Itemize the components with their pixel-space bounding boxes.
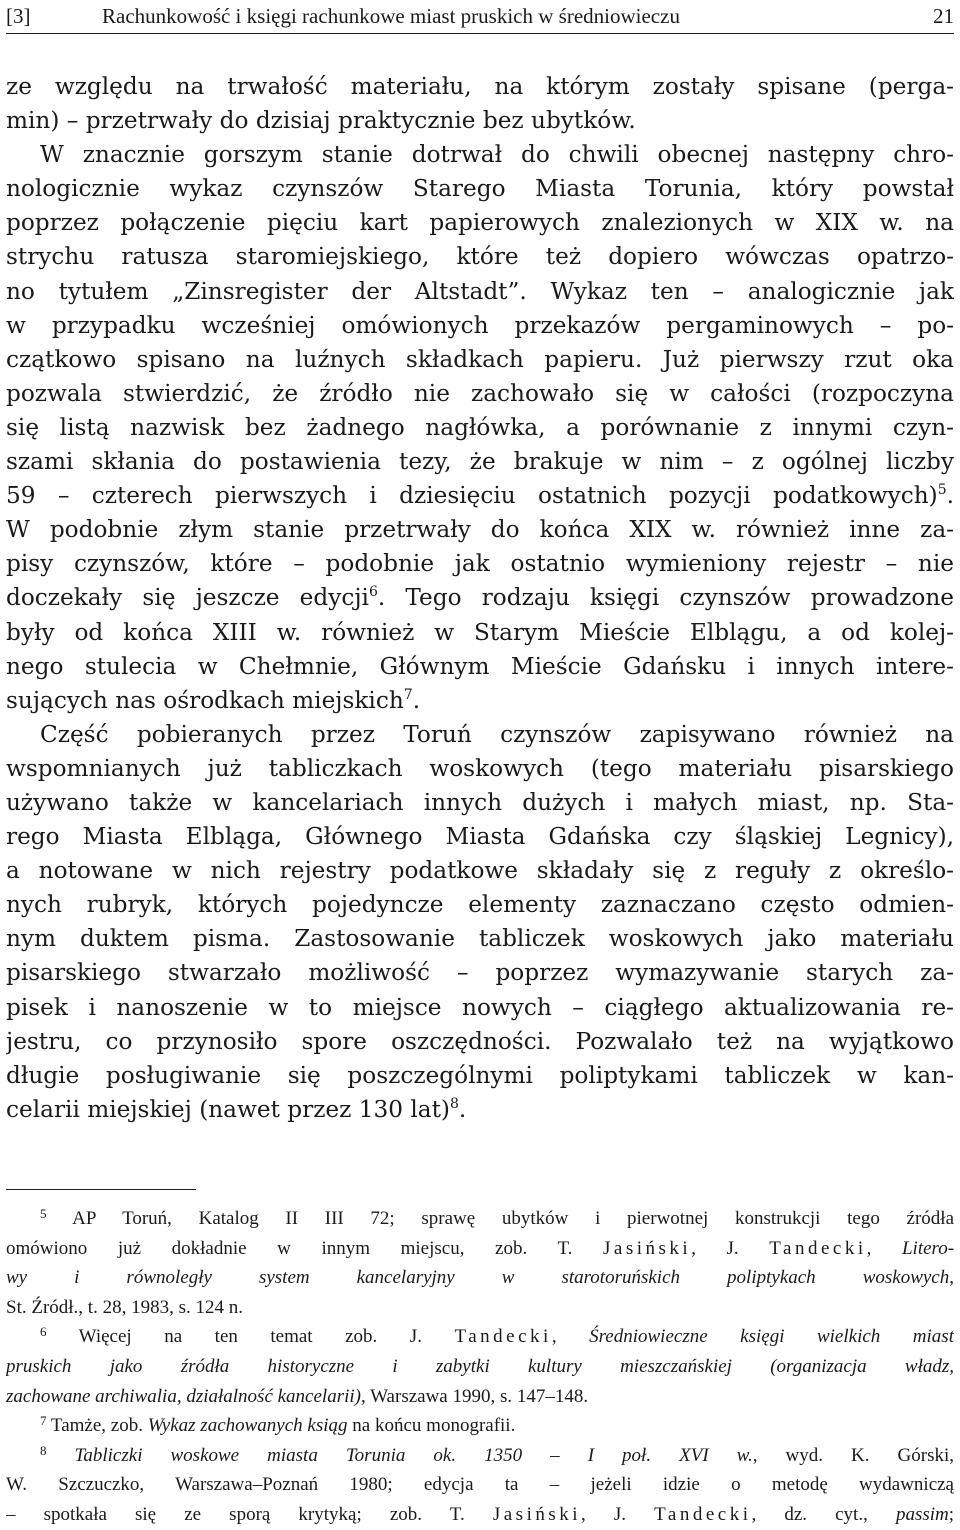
footnote-6 bbox=[6, 1322, 954, 1352]
line-text: 59 – czterech pierwszych i dziesięciu ostatnich pozycji podatkowych) bbox=[6, 482, 938, 510]
line-text: celarii miejskiej (nawet przez 130 lat) bbox=[6, 1095, 450, 1123]
footnote-text: Tamże, zob. bbox=[50, 1415, 143, 1437]
text-line: używano także w kancelariach innych dużych i małych miast, np. Sta- bbox=[6, 788, 954, 816]
text-line: nym duktem pisma. Zastosowanie tabliczek woskowych jako materiału bbox=[6, 925, 954, 953]
footnote-ref[interactable]: 6 bbox=[368, 584, 378, 601]
footnote-number: 8 bbox=[40, 1442, 47, 1458]
text-line: ze względu na trwałość materiału, na którym zostały spisane (perga- bbox=[6, 73, 954, 100]
footnote-8 bbox=[6, 1441, 954, 1471]
body-text bbox=[6, 70, 954, 1127]
footnote-text: , dz. cyt., bbox=[751, 1503, 868, 1525]
footnote-line bbox=[6, 1234, 954, 1264]
running-title: Rachunkowość i księgi rachunkowe miast pruskich w średniowieczu bbox=[102, 4, 680, 28]
text-line: poprzez połączenie pięciu kart papierowych znalezionych w XIX w. na bbox=[6, 209, 954, 237]
footnote-text: , J. bbox=[581, 1503, 627, 1525]
text-line: pisek i nanoszenie w to miejsce nowych – ciągłego aktualizowania re- bbox=[6, 993, 954, 1021]
work-title: Tabliczki woskowe miasta Torunia ok. 1350 – I poł. XVI w. bbox=[74, 1444, 753, 1466]
footnote-ref[interactable]: 5 bbox=[937, 482, 947, 499]
footnote-text: , bbox=[949, 1267, 954, 1289]
footnote-number: 7 bbox=[40, 1413, 47, 1429]
footnote-text: ; bbox=[948, 1503, 954, 1525]
text-line: Część pobieranych przez Toruń czynszów zapisywano również na bbox=[40, 720, 954, 748]
footnote-line bbox=[6, 1352, 954, 1382]
work-title: Wykaz zachowanych ksiąg bbox=[147, 1415, 348, 1437]
text-line: no tytułem „Zinsregister der Altstadt”. Wykaz ten – analogicznie jak bbox=[6, 277, 954, 305]
text-line: pisarskiego stwarzało możliwość – poprzez wymazywanie starych za- bbox=[6, 959, 954, 987]
text-line: strychu ratusza staromiejskiego, które też dopiero wówczas opatrzo- bbox=[6, 243, 954, 271]
work-title: wy i równoległy system kancelaryjny w starotoruńskich poliptykach woskowych bbox=[6, 1267, 950, 1289]
text-line: były od końca XIII w. również w Starym Mieście Elblągu, a od kolej- bbox=[6, 618, 954, 646]
footnote-text: , J. bbox=[691, 1237, 739, 1259]
footnote-text: Więcej na ten temat zob. J. bbox=[78, 1326, 422, 1348]
footnote-text: – spotkała się ze sporą krytyką; zob. T. bbox=[6, 1503, 465, 1525]
footnote-ref[interactable]: 7 bbox=[403, 686, 413, 703]
line-text: doczekały się jeszcze edycji bbox=[6, 584, 369, 612]
text-line: czątkowo spisano na luźnych składkach papieru. Już pierwszy rzut oka bbox=[6, 345, 954, 373]
footnote-line bbox=[6, 1382, 954, 1412]
paragraph bbox=[6, 70, 954, 718]
footnote-text: , bbox=[866, 1237, 872, 1259]
footnote-line bbox=[6, 1500, 954, 1530]
text-line: a notowane w nich rejestry podatkowe składały się z reguły z określo- bbox=[6, 857, 954, 885]
footnote-text: , wyd. K. Górski, bbox=[752, 1444, 954, 1466]
author-name: Tandecki bbox=[769, 1237, 867, 1259]
text-line: się listą nazwisk bez żadnego nagłówka, a porównanie z innymi czyn- bbox=[6, 413, 954, 441]
text-line: wspomnianych już tabliczkach woskowych (tego materiału pisarskiego bbox=[6, 754, 954, 782]
footnote-text: , bbox=[551, 1326, 557, 1348]
footnotes bbox=[6, 1204, 954, 1530]
footnote-ref[interactable]: 8 bbox=[449, 1095, 459, 1112]
text-line: nologicznie wykaz czynszów Starego Miasta Torunia, który powstał bbox=[6, 175, 954, 203]
text-line: celarii miejskiej (nawet przez 130 lat)$^8$. bbox=[6, 1095, 467, 1123]
work-title: Średniowieczne księgi wielkich miast bbox=[589, 1326, 954, 1348]
work-title: Litero- bbox=[901, 1237, 954, 1259]
text-line: W znacznie gorszym stanie dotrwał do chwili obecnej następny chro- bbox=[40, 141, 954, 169]
footnote-7 bbox=[6, 1411, 954, 1441]
footnote-number: 6 bbox=[40, 1324, 47, 1340]
text-line: szami skłania do postawienia tezy, że brakuje w nim – z ogólnej liczby bbox=[6, 448, 954, 476]
line-text: . Tego rodzaju księgi czynszów prowadzone bbox=[377, 584, 954, 612]
text-line: rego Miasta Elbląga, Głównego Miasta Gdańska czy śląskiej Legnicy), bbox=[6, 823, 954, 851]
footnote-text: na końcu monografii. bbox=[352, 1415, 516, 1437]
footnote-line bbox=[6, 1263, 954, 1293]
page-number: 21 bbox=[933, 4, 954, 28]
work-title: pruskich jako źródła historyczne i zabytki kultury mieszczańskiej (organizacja władz, bbox=[6, 1355, 954, 1377]
text-line: nych rubryk, których pojedyncze elementy zaznaczano często odmien- bbox=[6, 891, 954, 919]
text-line bbox=[6, 581, 954, 615]
text-line: sujących nas ośrodkach miejskich$^7$. bbox=[6, 686, 421, 714]
footnote-line: St. Źródł., t. 28, 1983, s. 124 n. bbox=[6, 1296, 243, 1318]
text-line: W podobnie złym stanie przetrwały do końca XIX w. również inne za- bbox=[6, 516, 954, 544]
running-header bbox=[6, 4, 954, 34]
footnote-text: , Warszawa 1990, s. 147–148. bbox=[360, 1385, 589, 1407]
author-name: Tandecki bbox=[654, 1503, 752, 1525]
footnote-line: W. Szczuczko, Warszawa–Poznań 1980; edycja ta – jeżeli idzie o metodę wydawniczą bbox=[6, 1474, 954, 1496]
footnote-text: omówiono już dokładnie w innym miejscu, zob. T. bbox=[6, 1237, 573, 1259]
author-name: Jasiński bbox=[492, 1503, 582, 1525]
text-line: min) – przetrwały do dzisiaj praktycznie bez ubytków. bbox=[6, 107, 636, 135]
text-line: 59 – czterech pierwszych i dziesięciu ostatnich pozycji podatkowych)$^5$. bbox=[6, 482, 954, 510]
footnote-number: 5 bbox=[40, 1206, 47, 1221]
author-name: Tandecki bbox=[454, 1326, 552, 1348]
footnote-rule bbox=[6, 1189, 196, 1190]
author-name: Jasiński bbox=[603, 1237, 692, 1259]
text-line: pozwala stwierdzić, że źródło nie zachowało się w całości (rozpoczyna bbox=[6, 379, 954, 407]
header-rule bbox=[6, 33, 954, 34]
text-line: długie posługiwanie się poszczególnymi poliptykami tabliczek w kan- bbox=[6, 1061, 954, 1089]
text-line: jestru, co przynosiło spore oszczędności. Pozwalało też na wyjątkowo bbox=[6, 1027, 954, 1055]
work-title: zachowane archiwalia, działalność kancelarii) bbox=[6, 1385, 361, 1407]
footnote-5 bbox=[6, 1204, 954, 1234]
section-number: [3] bbox=[6, 4, 31, 28]
footnote-text: AP Toruń, Katalog II III 72; sprawę ubytków i pierwotnej konstrukcji tego źródła bbox=[72, 1208, 954, 1229]
text-line: nego stulecia w Chełmnie, Głównym Mieście Gdańsku i innych intere- bbox=[6, 652, 954, 680]
work-title: passim bbox=[895, 1503, 949, 1525]
text-line: w przypadku wcześniej omówionych przekazów pergaminowych – po- bbox=[6, 311, 954, 339]
text-line: pisy czynszów, które – podobnie jak ostatnio wymieniony rejestr – nie bbox=[6, 550, 954, 578]
paragraph bbox=[6, 718, 954, 1127]
line-text: sujących nas ośrodkach miejskich bbox=[6, 686, 404, 714]
